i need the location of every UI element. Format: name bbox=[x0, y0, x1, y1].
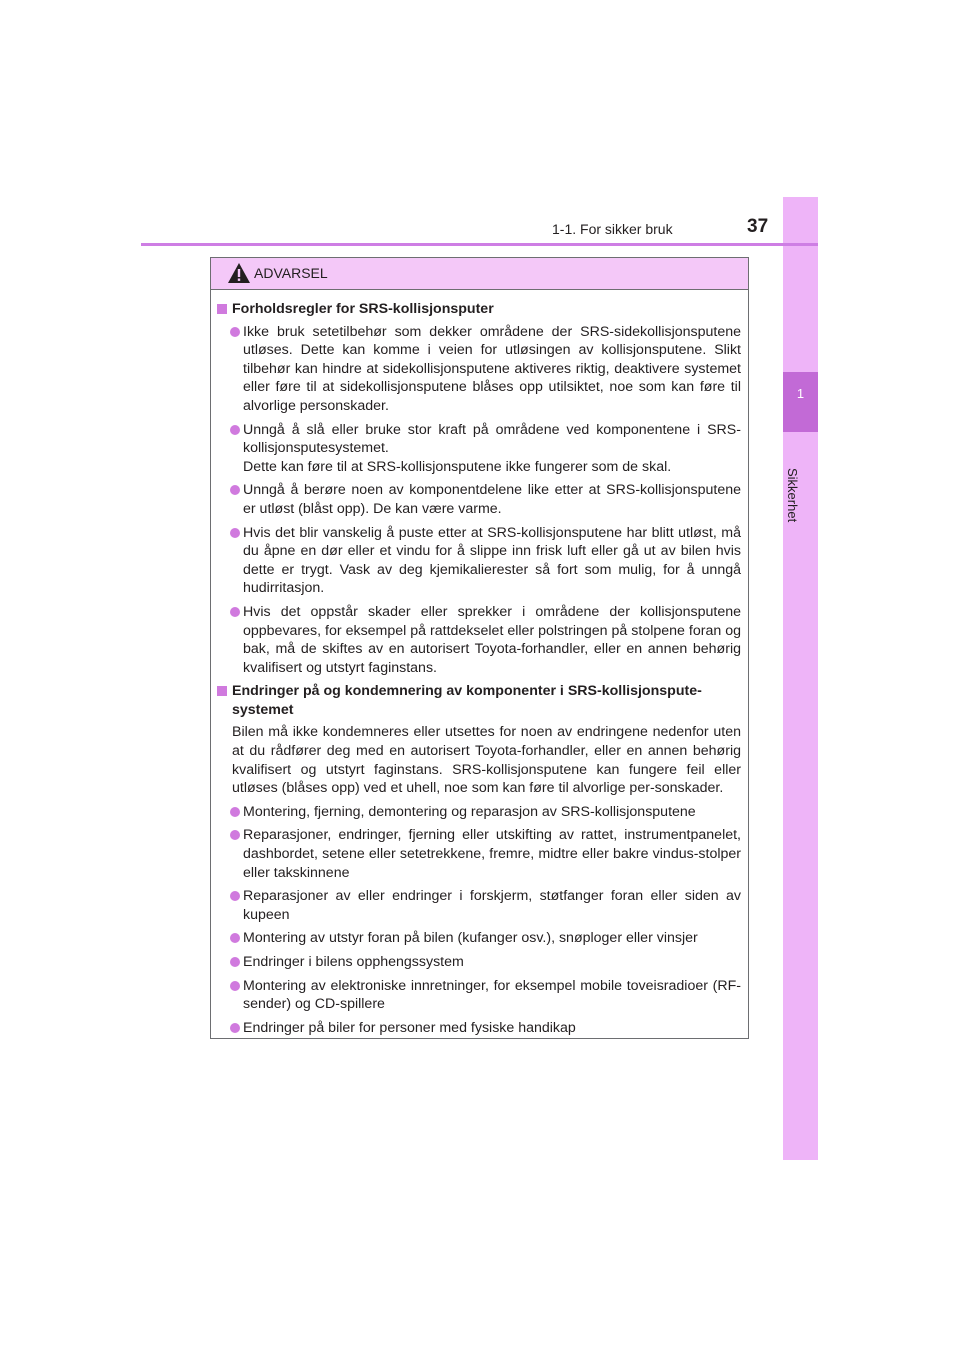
round-bullet-icon bbox=[230, 1023, 240, 1033]
section-heading: Forholdsregler for SRS-kollisjonsputer bbox=[217, 300, 741, 319]
warning-header bbox=[211, 258, 748, 290]
list-item: Unngå å slå eller bruke stor kraft på områdene ved komponentene i SRS-kollisjonsputesystemet. Dette kan føre til at SRS-kollisjonsputene ikke fungerer som de skal. bbox=[217, 421, 741, 477]
page-number: 37 bbox=[747, 216, 769, 237]
list-item: Montering av utstyr foran på bilen (kufanger osv.), snøploger eller vinsjer bbox=[217, 929, 741, 948]
round-bullet-icon bbox=[230, 891, 240, 901]
round-bullet-icon bbox=[230, 425, 240, 435]
header-rule bbox=[141, 243, 818, 246]
round-bullet-icon bbox=[230, 607, 240, 617]
list-item: Ikke bruk setetilbehør som dekker områdene der SRS-sidekollisjonsputene utløses. Dette kan komme i veien for utløsingen av kollisjonsputene. Slikt tilbehør kan hindre at sidekollisjonsputene aktiveres riktig, deaktivere systemet eller føre til at sidekollisjonsputene blåses opp utilsiktet, noe som kan føre til alvorlige personskader. bbox=[217, 323, 741, 416]
round-bullet-icon bbox=[230, 830, 240, 840]
warning-title: ADVARSEL bbox=[254, 265, 328, 281]
chapter-number-block bbox=[783, 372, 818, 432]
list-item: Endringer i bilens opphengssystem bbox=[217, 953, 741, 972]
round-bullet-icon bbox=[230, 528, 240, 538]
section-heading: Endringer på og kondemnering av komponenter i SRS-kollisjonspute-systemet bbox=[217, 682, 741, 719]
list-item: Reparasjoner, endringer, fjerning eller utskifting av rattet, instrumentpanelet, dashbordet, setene eller setetrekkene, fremre, midtre eller bakre vindus-stolper eller takskinnene bbox=[217, 826, 741, 882]
round-bullet-icon bbox=[230, 981, 240, 991]
round-bullet-icon bbox=[230, 485, 240, 495]
list-item: Endringer på biler for personer med fysiske handikap bbox=[217, 1019, 741, 1038]
list-item: Hvis det blir vanskelig å puste etter at SRS-kollisjonsputene har blitt utløst, må du åpne en dør eller et vindu for å slippe inn frisk luft eller gå ut av bilen hvis dette er trygt. Vask av deg kjemikalierester så fort som mulig, for å unngå hudirritasjon. bbox=[217, 524, 741, 598]
round-bullet-icon bbox=[230, 957, 240, 967]
round-bullet-icon bbox=[230, 933, 240, 943]
list-item: Montering, fjerning, demontering og reparasjon av SRS-kollisjonsputene bbox=[217, 803, 741, 822]
round-bullet-icon bbox=[230, 327, 240, 337]
warning-triangle-icon bbox=[227, 262, 251, 284]
warning-body bbox=[211, 290, 748, 1037]
warning-box bbox=[210, 257, 749, 1039]
section-label: 1-1. For sikker bruk bbox=[552, 221, 673, 237]
round-bullet-icon bbox=[230, 807, 240, 817]
square-bullet-icon bbox=[217, 686, 227, 696]
list-item: Reparasjoner av eller endringer i forskjerm, støtfanger foran eller siden av kupeen bbox=[217, 887, 741, 924]
section-intro: Bilen må ikke kondemneres eller utsettes for noen av endringene nedenfor uten at du rådfører deg med en autorisert Toyota-forhandler, eller en annen behørig kvalifisert og utstyrt faginstans. SRS-kollisjonsputene kan fungere feil eller utløses (blåses opp) ved et uhell, noe som kan føre til alvorlige per-sonskader. bbox=[232, 724, 741, 797]
square-bullet-icon bbox=[217, 304, 227, 314]
list-item: Montering av elektroniske innretninger, for eksempel mobile toveisradioer (RF-sender) og CD-spillere bbox=[217, 977, 741, 1014]
chapter-side-tab bbox=[783, 197, 818, 1160]
list-item: Hvis det oppstår skader eller sprekker i områdene der kollisjonsputene oppbevares, for eksempel på rattdekselet eller polstringen på stolpene foran og bak, må de skiftes av en autorisert Toyota-forhandler, eller en annen behørig kvalifisert og utstyrt faginstans. bbox=[217, 603, 741, 677]
chapter-name: Sikkerhet bbox=[785, 468, 800, 523]
list-item: Unngå å berøre noen av komponentdelene like etter at SRS-kollisjonsputene er utløst (blåst opp). De kan være varme. bbox=[217, 481, 741, 518]
chapter-number: 1 bbox=[796, 386, 805, 401]
